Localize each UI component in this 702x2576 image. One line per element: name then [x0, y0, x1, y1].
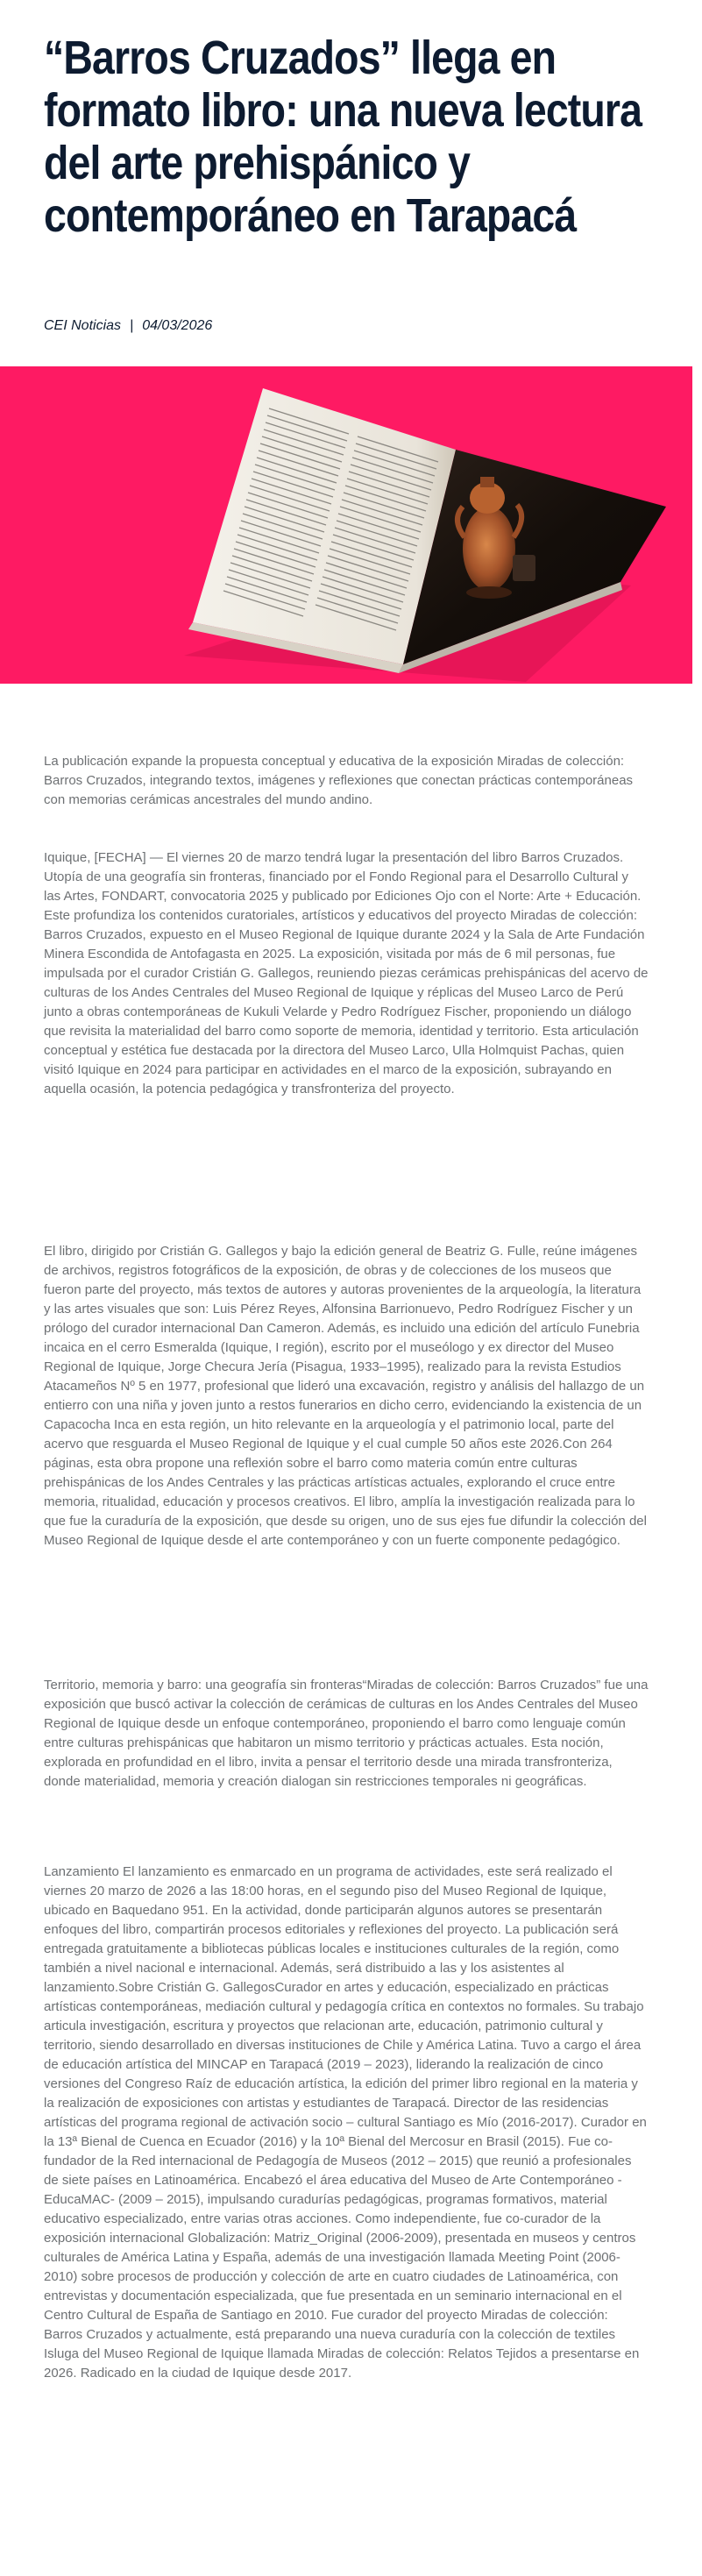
article-title: “Barros Cruzados” llega en formato libro: una nueva lectura del arte prehispánico y contemporáneo en Tarapacá [44, 32, 642, 242]
article-meta [44, 318, 212, 334]
open-book-illustration [0, 366, 692, 684]
article-paragraph: El libro, dirigido por Cristián G. Gallegos y bajo la edición general de Beatriz G. Fulle, reúne imágenes de archivos, registros fotográficos de la exposición, de obras y de colecciones de los museos que fueron parte del proyecto, más textos de autores y autoras provenientes de la arqueología, la literatura y las artes visuales que son: Luis Pérez Reyes, Alfonsina Barrionuevo, Pedro Rodríguez Fischer y un prólogo del curador internacional Dan Cameron. Además, es incluido una edición del artículo Funebria incaica en el cerro Esmeralda (Iquique, I región), escrito por el museólogo y ex director del Museo Regional de Iquique, Jorge Checura Jería (Pisagua, 1933–1995), realizado para la revista Estudios Atacameños Nº 5 en 1977, profesional que lideró una excavación, registro y análisis del hallazgo de un entierro con una niña y joven junto a restos funerarios en dicho cerro, evidenciando la existencia de un Capacocha Inca en esta región, un hito relevante en la arqueología y el patrimonio local, parte del acervo que resguarda el Museo Regional de Iquique y el cual cumple 50 años este 2026.Con 264 páginas, esta obra propone una reflexión sobre el barro como materia común entre culturas prehispánicas de los Andes Centrales y las prácticas artísticas actuales, explorando el cruce entre memoria, ritualidad, educación y procesos creativos. El libro, amplía la investigación realizada para lo que fue la curaduría de la exposición, que desde su origen, uno de sus ejes fue difundir la colección del Museo Regional de Iquique desde el arte contemporáneo y con un fuerte componente pedagógico. [44, 1244, 647, 1548]
hero-image [0, 366, 692, 684]
article-paragraph: Iquique, [FECHA] — El viernes 20 de marzo tendrá lugar la presentación del libro Barros Cruzados. Utopía de una geografía sin fronteras, financiado por el Fondo Regional para el Desarrollo Cultural y las Artes, FONDART, convocatoria 2025 y publicado por Ediciones Ojo con el Norte: Arte + Educación. Este profundiza los contenidos curatoriales, artísticos y educativos del proyecto Miradas de colección: Barros Cruzados, expuesto en el Museo Regional de Iquique durante 2024 y la Sala de Arte Fundación Minera Escondida de Antofagasta en 2025. La exposición, visitada por más de 6 mil personas, fue impulsada por el curador Cristián G. Gallegos, reuniendo piezas cerámicas prehispánicas del acervo de culturas de los Andes Centrales del Museo Regional de Iquique y réplicas del Museo Larco de Perú junto a obras contemporáneas de Kukuli Velarde y Pedro Rodríguez Fischer, proponiendo un diálogo que revisita la materialidad del barro como soporte de memoria, identidad y territorio. Esta articulación conceptual y estética fue destacada por la directora del Museo Larco, Ulla Holmquist Pachas, quien visitó Iquique en 2024 para participar en actividades en el marco de la exposición, subrayando en aquella ocasión, la potencia pedagógica y transfronteriza del proyecto. [44, 850, 649, 1096]
article-paragraph: Territorio, memoria y barro: una geografía sin fronteras“Miradas de colección: Barros Cruzados” fue una exposición que buscó activar la colección de cerámicas de culturas en los Andes Centrales del Museo Regional de Iquique desde un enfoque contemporáneo, proponiendo el barro como lenguaje común entre culturas prehispánicas que habitaron un mismo territorio y prácticas actuales. Esta noción, explorada en profundidad en el libro, invita a pensar el territorio desde una mirada transfronteriza, donde materialidad, memoria y creación dialogan sin restricciones temporales ni geográficas. [44, 1678, 649, 1789]
article-paragraph: Lanzamiento El lanzamiento es enmarcado en un programa de actividades, este será realizado el viernes 20 marzo de 2026 a las 18:00 horas, en el segundo piso del Museo Regional de Iquique, ubicado en Baquedano 951. En la actividad, donde participarán algunos autores se presentarán enfoques del libro, compartirán procesos editoriales y reflexiones del proyecto. La publicación será entregada gratuitamente a bibliotecas públicas locales e instituciones culturales de la región, como también a nivel nacional e internacional. Además, será distribuido a las y los asistentes al lanzamiento.Sobre Cristián G. GallegosCurador en artes y educación, especializado en prácticas artísticas contemporáneas, mediación cultural y pedagogía crítica en contextos no formales. Su trabajo articula investigación, escritura y proyectos que relacionan arte, educación, patrimonio cultural y territorio, siendo desarrollado en diversas instituciones de Chile y América Latina. Tuvo a cargo el área de educación artística del MINCAP en Tarapacá (2019 – 2023), liderando la realización de cinco versiones del Congreso Raíz de educación artística, la edición del primer libro regional en la materia y la realización de exposiciones con artistas y estudiantes de Tarapacá. Director de las residencias artísticas del programa regional de activación socio – cultural Santiago es Mío (2016-2017). Curador en la 13ª Bienal de Cuenca en Ecuador (2016) y la 10ª Bienal del Mercosur en Brasil (2015). Fue co-fundador de la Red internacional de Pedagogía de Museos (2012 – 2015) que reunió a profesionales de siete países en Latinoamérica. Encabezó el área educativa del Museo de Arte Contemporáneo -EducaMAC- (2009 – 2015), impulsando curadurías pedagógicas, programas formativos, material educativo especializado, entre varias otras acciones. Como independiente, fue co-curador de la exposición internacional Globalización: Matriz_Original (2006-2009), presentada en museos y centros culturales de América Latina y España, además de una investigación llamada Meeting Point (2006-2010) sobre procesos de producción y colección de arte en cuatro ciudades de Latinoamérica, con entrevistas y documentación especializada, que fue presentada en un seminario internacional en el Centro Cultural de España de Santiago en 2010. Fue curador del proyecto Miradas de colección: Barros Cruzados y actualmente, está preparando una nueva curaduría con la colección de textiles Isluga del Museo Regional de Iquique llamada Miradas de colección: Relatos Tejidos a presentarse en 2026. Radicado en la ciudad de Iquique desde 2017. [44, 1864, 647, 2381]
article-lead-paragraph: La publicación expande la propuesta conceptual y educativa de la exposición Miradas de colección: Barros Cruzados, integrando textos, imágenes y reflexiones que conectan prácticas contemporáneas con memorias cerámicas ancestrales del mundo andino. [44, 754, 634, 807]
meta-separator: | [130, 318, 134, 333]
publish-date: 04/03/2026 [142, 318, 213, 333]
source-label[interactable]: CEI Noticias [44, 318, 122, 333]
